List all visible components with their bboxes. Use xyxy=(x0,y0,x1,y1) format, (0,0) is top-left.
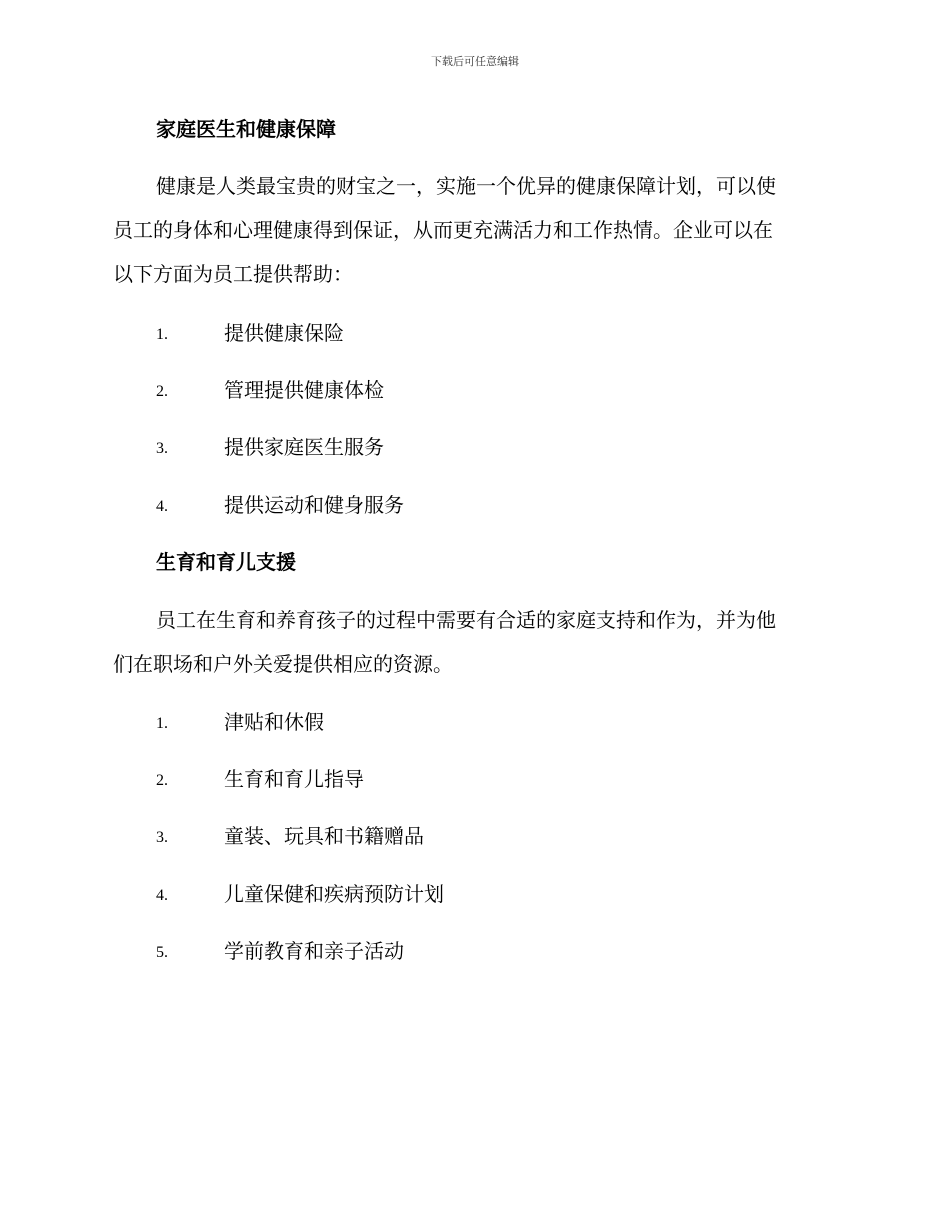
list-item-number: 1. xyxy=(156,715,168,732)
list-item-number: 2. xyxy=(156,383,168,400)
paragraph-parenting xyxy=(113,606,833,694)
list-item-text: 提供家庭医生服务 xyxy=(224,435,384,459)
list-item-text: 儿童保健和疾病预防计划 xyxy=(224,882,444,906)
list-item-text: 童装、玩具和书籍赠品 xyxy=(224,824,424,848)
list-item xyxy=(0,822,950,852)
list-item-number: 1. xyxy=(156,326,168,343)
paragraph-line: 健康是人类最宝贵的财宝之一，实施一个优异的健康保障计划，可以使 xyxy=(156,174,776,198)
paragraph-line: 员工在生育和养育孩子的过程中需要有合适的家庭支持和作为，并为他 xyxy=(156,608,776,632)
list-item xyxy=(0,433,950,463)
list-item-number: 2. xyxy=(156,772,168,789)
list-item-text: 提供健康保险 xyxy=(224,321,344,345)
list-item xyxy=(0,708,950,738)
list-item-text: 津贴和休假 xyxy=(224,710,324,734)
list-item-number: 5. xyxy=(156,944,168,961)
paragraph-line: 以下方面为员工提供帮助： xyxy=(113,262,353,286)
list-item-number: 4. xyxy=(156,498,168,515)
list-item-number: 3. xyxy=(156,440,168,457)
list-item xyxy=(0,937,950,967)
paragraph-line: 员工的身体和心理健康得到保证，从而更充满活力和工作热情。企业可以在 xyxy=(113,218,773,242)
list-item-number: 4. xyxy=(156,887,168,904)
list-item xyxy=(0,491,950,521)
page-header: 下载后可任意编辑 xyxy=(431,55,519,68)
paragraph-line: 们在职场和户外关爱提供相应的资源。 xyxy=(113,652,453,676)
list-item-text: 提供运动和健身服务 xyxy=(224,493,404,517)
list-item xyxy=(0,765,950,795)
list-item-text: 学前教育和亲子活动 xyxy=(224,939,404,963)
list-item-number: 3. xyxy=(156,829,168,846)
list-item-text: 管理提供健康体检 xyxy=(224,378,384,402)
list-item xyxy=(0,880,950,910)
list-item-text: 生育和育儿指导 xyxy=(224,767,364,791)
section-heading-health: 家庭医生和健康保障 xyxy=(156,117,336,141)
list-item xyxy=(0,319,950,349)
paragraph-health xyxy=(113,172,833,304)
section-heading-parenting: 生育和育儿支援 xyxy=(156,550,296,574)
list-item xyxy=(0,376,950,406)
